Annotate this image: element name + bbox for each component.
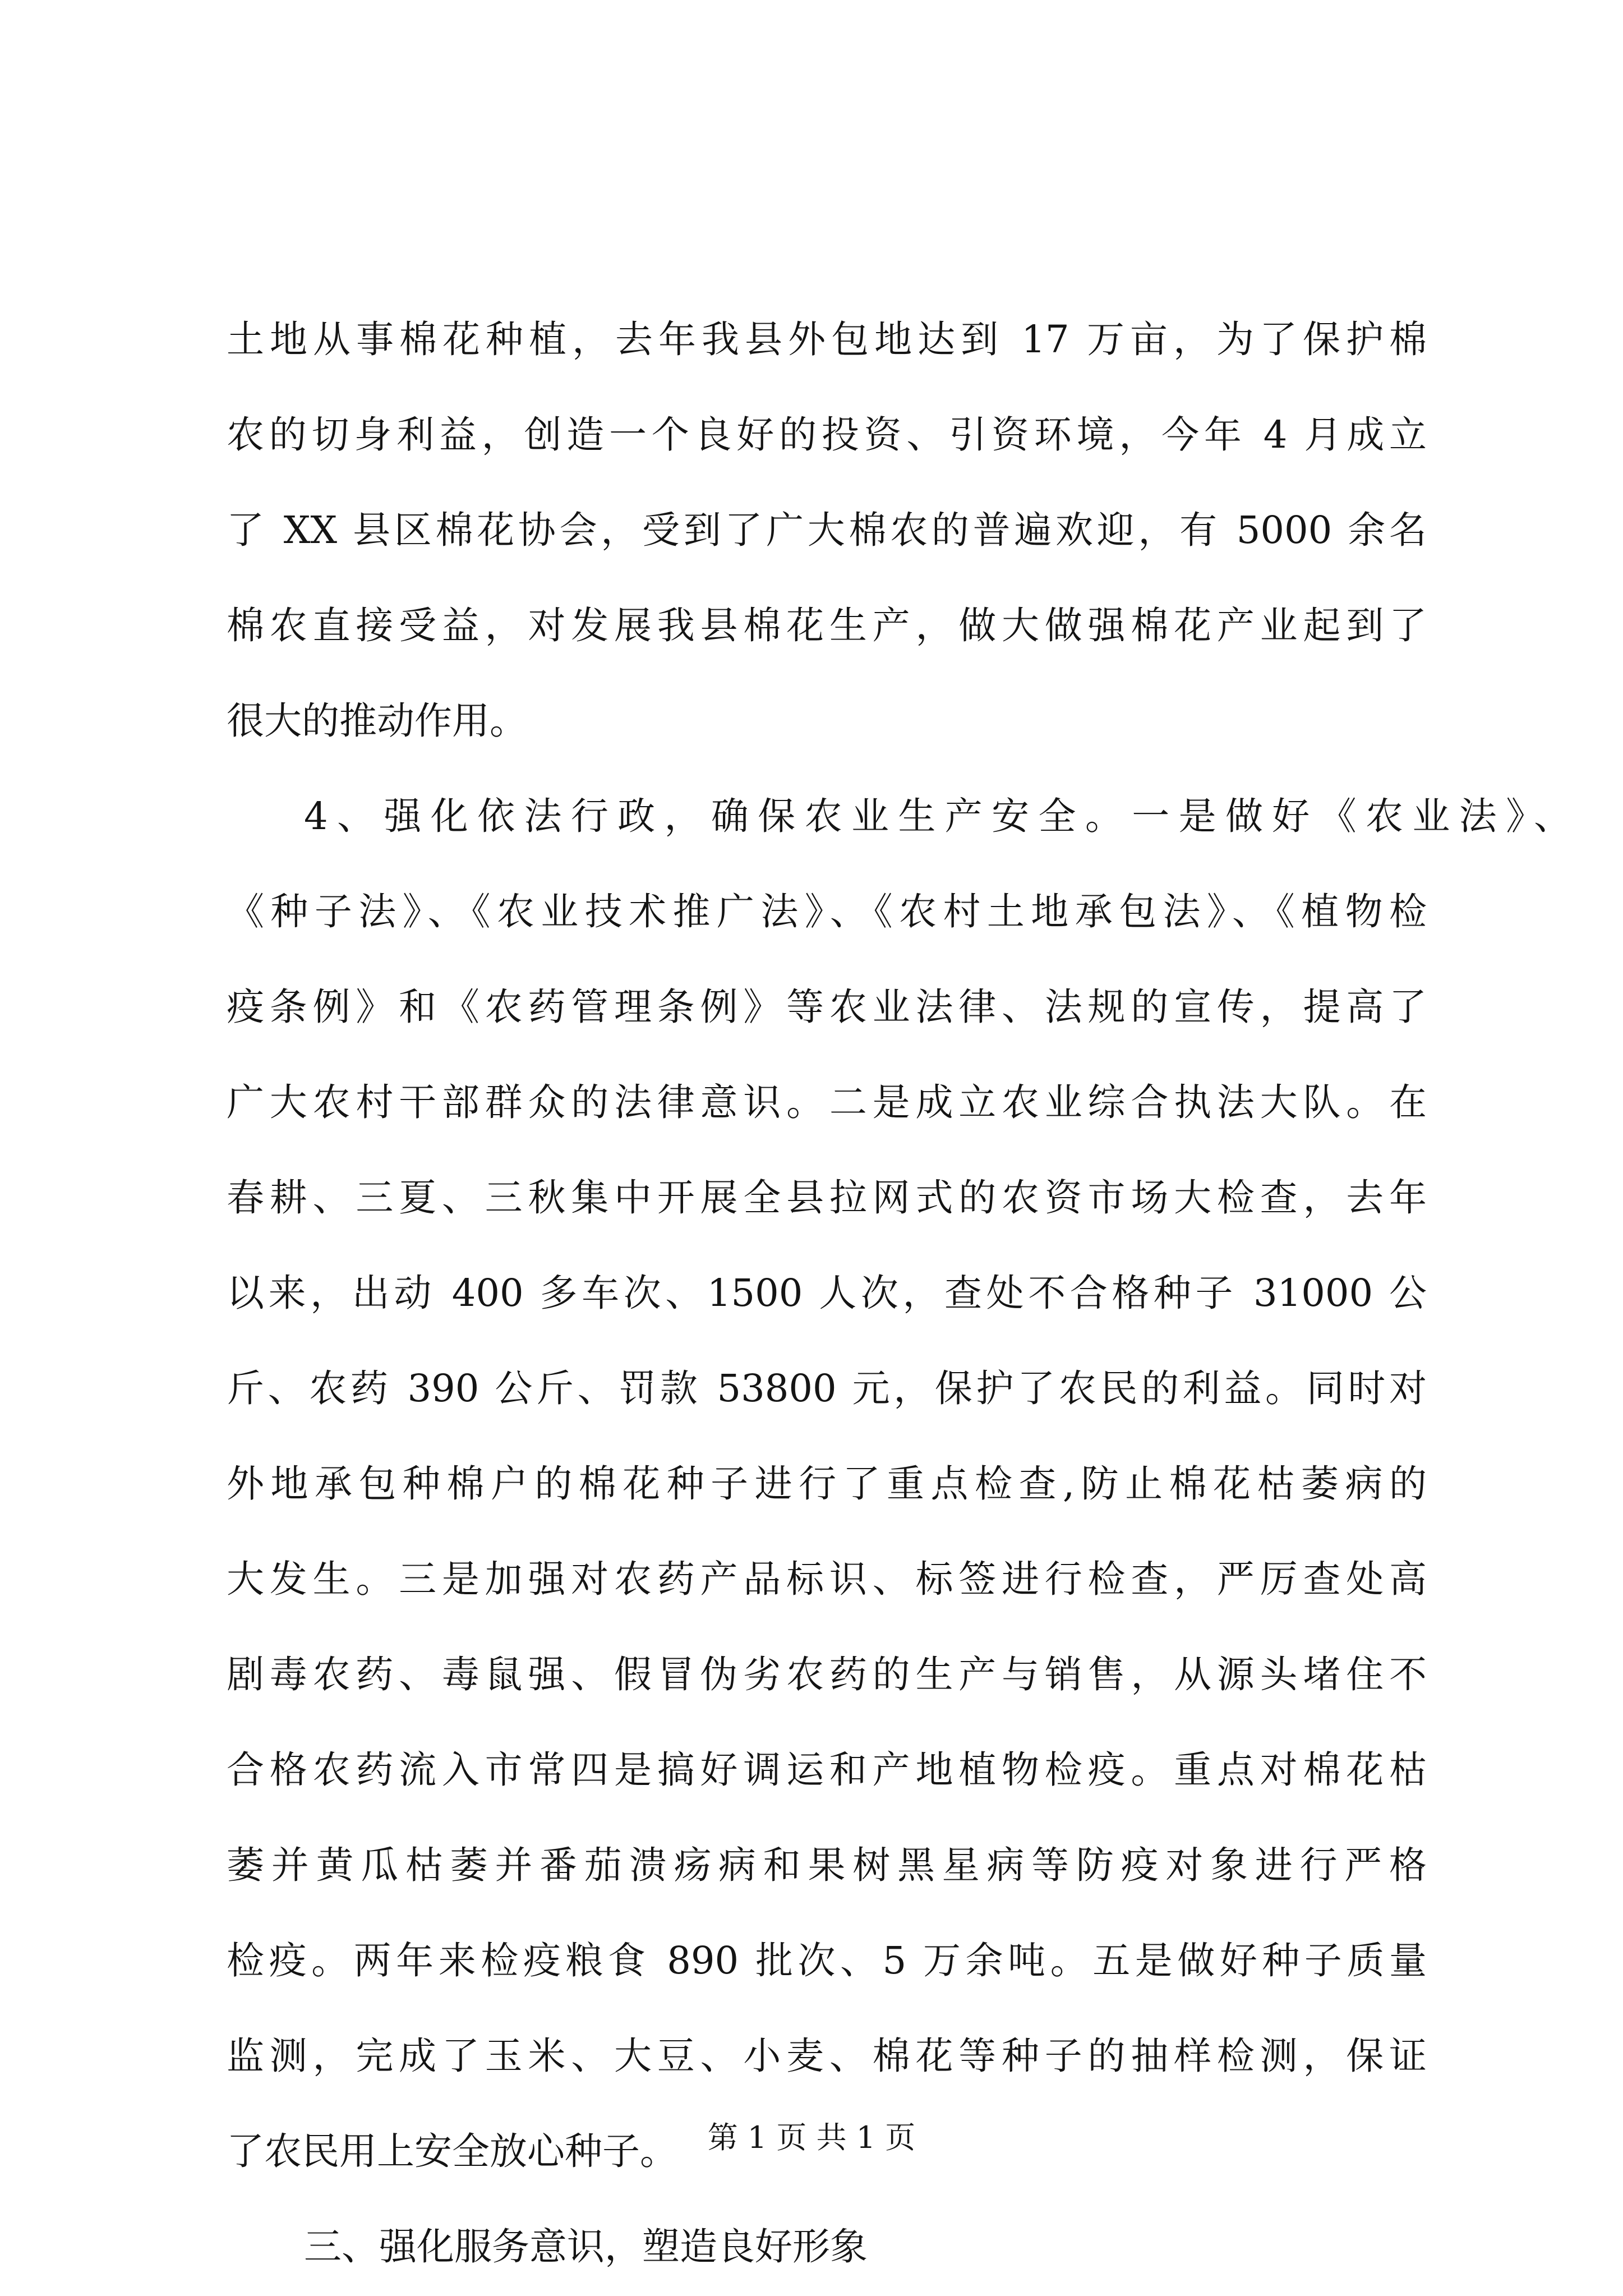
text-line: 以来，出动 400 多车次、1500 人次，查处不合格种子 31000 公: [227, 1271, 1427, 1315]
text-line: 疫条例》和《农药管理条例》等农业法律、法规的宣传，提高了: [227, 985, 1427, 1029]
text-line: 了农民用上安全放心种子。: [227, 2129, 677, 2173]
text-line: 土地从事棉花种植，去年我县外包地达到 17 万亩，为了保护棉: [227, 318, 1427, 361]
text-line: 监测，完成了玉米、大豆、小麦、棉花等种子的抽样检测，保证: [227, 2034, 1427, 2078]
body-text: [227, 292, 1571, 2294]
paragraph-start-line: 4、强化依法行政，确保农业生产安全。一是做好《农业法》、: [304, 794, 1571, 838]
section-heading: 三、强化服务意识，塑造良好形象: [304, 2225, 868, 2269]
text-line: 广大农村干部群众的法律意识。二是成立农业综合执法大队。在: [227, 1080, 1427, 1124]
text-line: 《种子法》、《农业技术推广法》、《农村土地承包法》、《植物检: [227, 890, 1427, 933]
text-line: 大发生。三是加强对农药产品标识、标签进行检查，严厉查处高: [227, 1557, 1427, 1601]
text-line: 剧毒农药、毒鼠强、假冒伪劣农药的生产与销售，从源头堵住不: [227, 1653, 1427, 1696]
text-line: 萎并黄瓜枯萎并番茄溃疡病和果树黑星病等防疫对象进行严格: [227, 1843, 1427, 1887]
text-line: 了 XX 县区棉花协会，受到了广大棉农的普遍欢迎，有 5000 余名: [227, 508, 1427, 552]
text-line: 很大的推动作用。: [227, 699, 527, 743]
text-line: 斤、农药 390 公斤、罚款 53800 元，保护了农民的利益。同时对: [227, 1366, 1427, 1410]
text-line: 春耕、三夏、三秋集中开展全县拉网式的农资市场大检查，去年: [227, 1176, 1427, 1220]
text-line: 棉农直接受益，对发展我县棉花生产，做大做强棉花产业起到了: [227, 604, 1427, 647]
text-line: 检疫。两年来检疫粮食 890 批次、5 万余吨。五是做好种子质量: [227, 1939, 1427, 1982]
page-number: 第 1 页 共 1 页: [707, 2120, 916, 2155]
text-line: 农的切身利益，创造一个良好的投资、引资环境，今年 4 月成立: [227, 413, 1427, 457]
text-line: 合格农药流入市常四是搞好调运和产地植物检疫。重点对棉花枯: [227, 1748, 1427, 1792]
text-line: 外地承包种棉户的棉花种子进行了重点检查,防止棉花枯萎病的: [227, 1462, 1427, 1506]
